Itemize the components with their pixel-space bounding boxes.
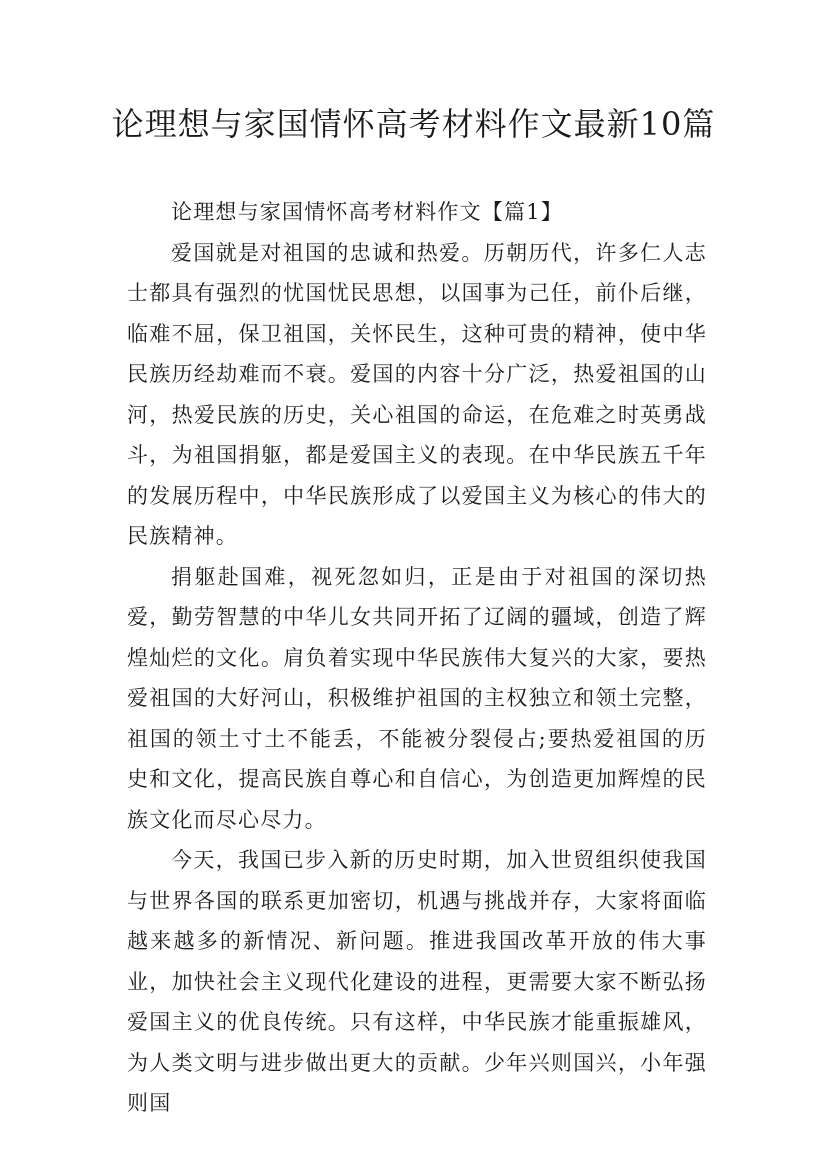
paragraph-2: 捐躯赴国难，视死忽如归，正是由于对祖国的深切热爱，勤劳智慧的中华儿女共同开拓了辽阔的疆域，创造了辉煌灿烂的文化。肩负着实现中华民族伟大复兴的大家，要热爱祖国的大好河山，积极维护祖国的主权独立和领土完整，祖国的领土寸土不能丢，不能被分裂侵占;要热爱祖国的历史和文化，提高民族自尊心和自信心，为创造更加辉煌的民族文化而尽心尽力。 bbox=[127, 564, 707, 832]
paragraph-1: 爱国就是对祖国的忠诚和热爱。历朝历代，许多仁人志士都具有强烈的忧国忧民思想，以国事为己任，前仆后继，临难不屈，保卫祖国，关怀民生，这种可贵的精神，使中华民族历经劫难而不衰。爱国的内容十分广泛，热爱祖国的山河，热爱民族的历史，关心祖国的命运，在危难之时英勇战斗，为祖国捐躯，都是爱国主义的表现。在中华民族五千年的发展历程中，中华民族形成了以爱国主义为核心的伟大的民族精神。 bbox=[127, 240, 707, 548]
section-heading: 论理想与家国情怀高考材料作文【篇1】 bbox=[171, 200, 563, 224]
document-title: 论理想与家国情怀高考材料作文最新10篇 bbox=[111, 105, 716, 143]
document-body bbox=[127, 192, 707, 1124]
paragraph-3: 今天，我国已步入新的历史时期，加入世贸组织使我国与世界各国的联系更加密切，机遇与挑战并存，大家将面临越来越多的新情况、新问题。推进我国改革开放的伟大事业，加快社会主义现代化建设的进程，更需要大家不断弘扬爱国主义的优良传统。只有这样，中华民族才能重振雄风，为人类文明与进步做出更大的贡献。少年兴则国兴，小年强则国 bbox=[127, 848, 707, 1115]
